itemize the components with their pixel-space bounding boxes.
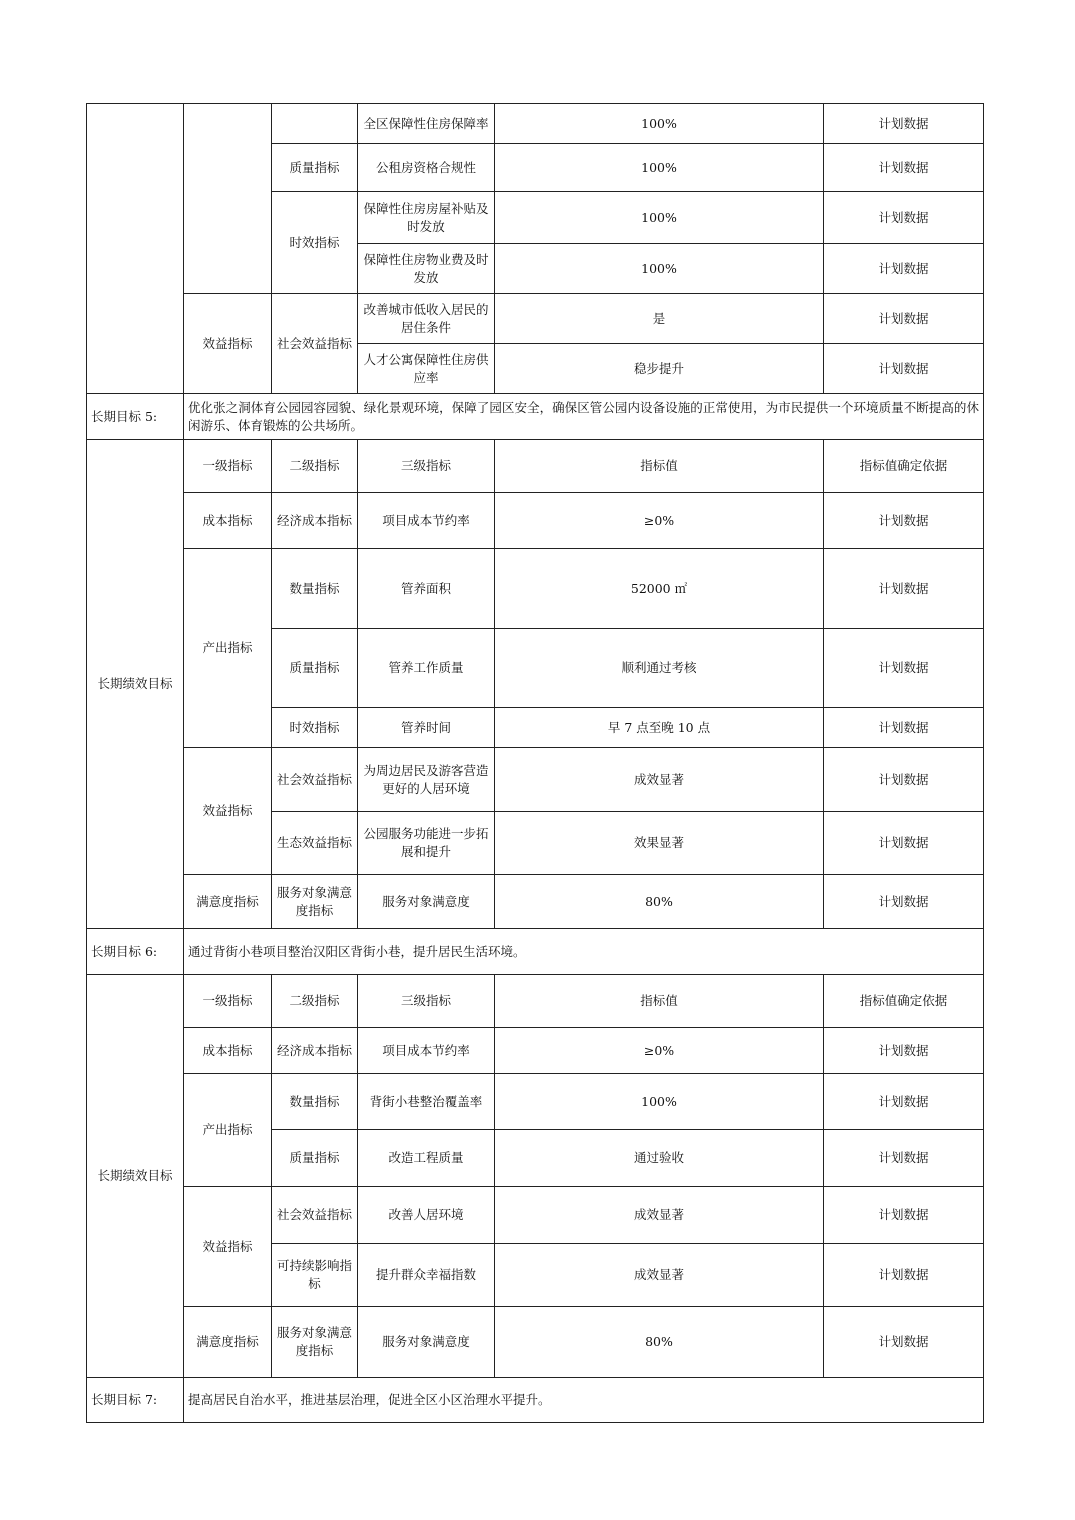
indicator-value: 顺利通过考核 [495,629,824,708]
indicator-value: 80% [495,1307,824,1378]
level1-indicator: 产出指标 [184,549,272,748]
goal-text: 通过背街小巷项目整治汉阳区背街小巷，提升居民生活环境。 [184,929,984,975]
level2-indicator: 质量指标 [272,629,358,708]
level1-indicator: 成本指标 [184,493,272,549]
level3-indicator: 改善人居环境 [358,1187,495,1244]
indicator-value: 效果显著 [495,812,824,875]
header-row [87,975,984,1028]
level2-indicator: 数量指标 [272,549,358,629]
indicator-basis: 计划数据 [824,708,984,748]
indicator-basis: 计划数据 [824,244,984,294]
header-basis: 指标值确定依据 [824,975,984,1028]
level2-indicator: 经济成本指标 [272,493,358,549]
indicator-basis: 计划数据 [824,748,984,812]
level1-indicator: 产出指标 [184,1074,272,1187]
level3-indicator: 项目成本节约率 [358,493,495,549]
indicator-basis: 计划数据 [824,1187,984,1244]
level3-indicator: 公租房资格合规性 [358,144,495,192]
indicator-basis: 计划数据 [824,812,984,875]
level2-indicator: 社会效益指标 [272,294,358,394]
empty-cell [184,104,272,294]
level3-indicator: 提升群众幸福指数 [358,1244,495,1307]
goal-label: 长期目标 5: [87,394,184,440]
level1-indicator: 效益指标 [184,748,272,875]
long-term-goal-label: 长期绩效目标 [87,440,184,929]
level2-indicator: 时效指标 [272,708,358,748]
indicator-basis: 计划数据 [824,1130,984,1187]
indicator-value: 100% [495,144,824,192]
table-row [87,875,984,929]
indicator-basis: 计划数据 [824,1307,984,1378]
indicator-value: 100% [495,1074,824,1130]
level2-indicator: 社会效益指标 [272,1187,358,1244]
goal-row [87,394,984,440]
level3-indicator: 改造工程质量 [358,1130,495,1187]
long-term-goal-label: 长期绩效目标 [87,975,184,1378]
level2-indicator: 质量指标 [272,1130,358,1187]
goal-label: 长期目标 7: [87,1378,184,1423]
level2-indicator: 时效指标 [272,192,358,294]
header-basis: 指标值确定依据 [824,440,984,493]
level3-indicator: 为周边居民及游客营造更好的人居环境 [358,748,495,812]
goal-text: 提高居民自治水平，推进基层治理，促进全区小区治理水平提升。 [184,1378,984,1423]
level3-indicator: 服务对象满意度 [358,875,495,929]
level2-indicator: 服务对象满意度指标 [272,875,358,929]
level3-indicator: 管养面积 [358,549,495,629]
indicator-basis: 计划数据 [824,1028,984,1074]
level2-indicator: 数量指标 [272,1074,358,1130]
table-row [87,1307,984,1378]
level3-indicator: 项目成本节约率 [358,1028,495,1074]
table-row [87,1187,984,1244]
goal-label: 长期目标 6: [87,929,184,975]
indicator-value: ≥0% [495,493,824,549]
level2-indicator: 生态效益指标 [272,812,358,875]
goal-row [87,929,984,975]
header-level2: 二级指标 [272,975,358,1028]
header-value: 指标值 [495,440,824,493]
goal-text: 优化张之洞体育公园园容园貌、绿化景观环境，保障了园区安全，确保区管公园内设备设施的正常使用，为市民提供一个环境质量不断提高的休闲游乐、体育锻炼的公共场所。 [184,394,984,440]
header-level3: 三级指标 [358,975,495,1028]
indicator-value: 稳步提升 [495,344,824,394]
level1-indicator: 满意度指标 [184,1307,272,1378]
empty-cell [87,104,184,394]
indicator-value: 100% [495,244,824,294]
indicator-value: 成效显著 [495,748,824,812]
indicator-value: 52000 ㎡ [495,549,824,629]
table-row [87,1028,984,1074]
level3-indicator: 背街小巷整治覆盖率 [358,1074,495,1130]
goal-row [87,1378,984,1423]
level3-indicator: 人才公寓保障性住房供应率 [358,344,495,394]
header-level1: 一级指标 [184,975,272,1028]
table-row [87,549,984,629]
indicator-basis: 计划数据 [824,549,984,629]
level3-indicator: 保障性住房物业费及时发放 [358,244,495,294]
table-row [87,1074,984,1130]
performance-goals-table [86,103,984,1423]
header-level3: 三级指标 [358,440,495,493]
indicator-value: 100% [495,104,824,144]
level1-indicator: 成本指标 [184,1028,272,1074]
header-level2: 二级指标 [272,440,358,493]
indicator-basis: 计划数据 [824,294,984,344]
level1-indicator: 效益指标 [184,294,272,394]
header-level1: 一级指标 [184,440,272,493]
indicator-basis: 计划数据 [824,104,984,144]
level2-indicator: 质量指标 [272,144,358,192]
level2-indicator: 可持续影响指标 [272,1244,358,1307]
indicator-value: 是 [495,294,824,344]
indicator-basis: 计划数据 [824,493,984,549]
indicator-basis: 计划数据 [824,1074,984,1130]
level1-indicator: 效益指标 [184,1187,272,1307]
table-row [87,748,984,812]
level3-indicator: 公园服务功能进一步拓展和提升 [358,812,495,875]
table-row [87,294,984,344]
table-row [87,493,984,549]
indicator-value: 80% [495,875,824,929]
header-row [87,440,984,493]
indicator-value: 早 7 点至晚 10 点 [495,708,824,748]
indicator-value: 100% [495,192,824,244]
level2-indicator: 服务对象满意度指标 [272,1307,358,1378]
indicator-value: ≥0% [495,1028,824,1074]
level1-indicator: 满意度指标 [184,875,272,929]
level3-indicator: 管养工作质量 [358,629,495,708]
indicator-basis: 计划数据 [824,875,984,929]
level3-indicator: 管养时间 [358,708,495,748]
indicator-value: 成效显著 [495,1187,824,1244]
level3-indicator: 保障性住房房屋补贴及时发放 [358,192,495,244]
indicator-value: 成效显著 [495,1244,824,1307]
level3-indicator: 全区保障性住房保障率 [358,104,495,144]
level2-indicator: 经济成本指标 [272,1028,358,1074]
level2-indicator: 社会效益指标 [272,748,358,812]
header-value: 指标值 [495,975,824,1028]
level3-indicator: 改善城市低收入居民的居住条件 [358,294,495,344]
empty-cell [272,104,358,144]
level3-indicator: 服务对象满意度 [358,1307,495,1378]
indicator-basis: 计划数据 [824,192,984,244]
indicator-basis: 计划数据 [824,1244,984,1307]
indicator-value: 通过验收 [495,1130,824,1187]
table-row [87,104,984,144]
indicator-basis: 计划数据 [824,144,984,192]
indicator-basis: 计划数据 [824,629,984,708]
indicator-basis: 计划数据 [824,344,984,394]
